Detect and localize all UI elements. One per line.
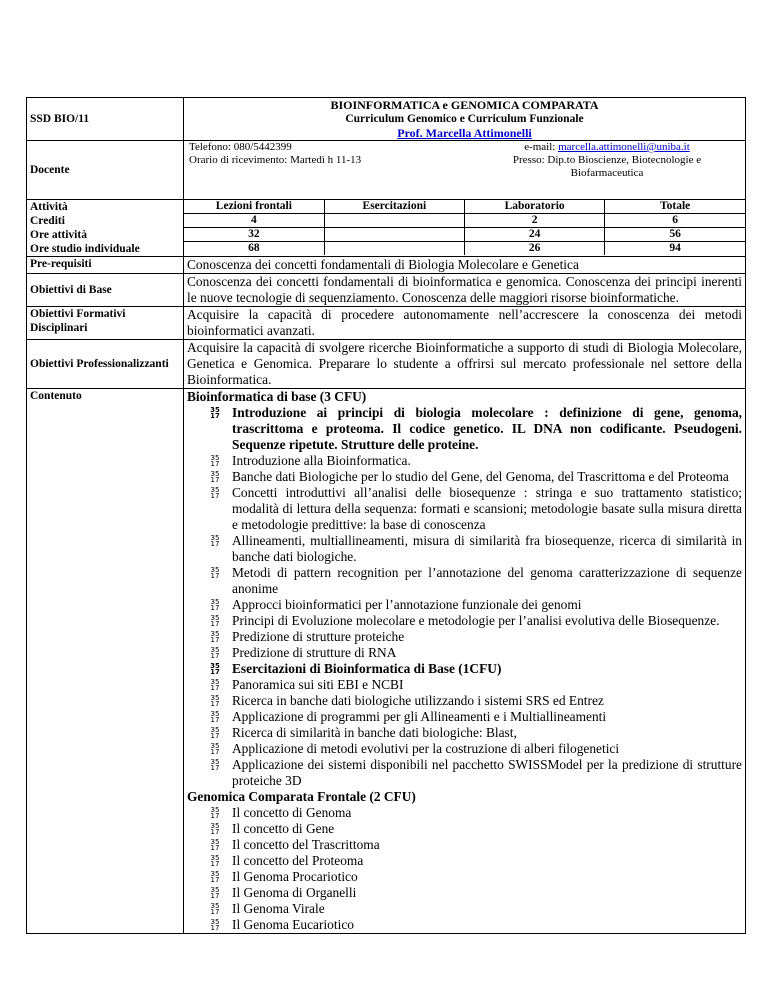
ore-attivita-row: [184, 228, 745, 242]
ore-laboratorio: 24: [465, 228, 605, 242]
list-item: [210, 885, 742, 901]
studio-lezioni: 68: [184, 242, 324, 256]
list-item: [210, 565, 742, 597]
presso-line-2: Biofarmaceutica: [570, 167, 644, 179]
email-link[interactable]: marcella.attimonelli@uniba.it: [558, 141, 690, 153]
bullet-icon: 35 17: [210, 470, 220, 484]
col-lezioni: Lezioni frontali: [184, 200, 324, 214]
list-item-text: Il Genoma Procariotico: [232, 869, 358, 884]
list-item: [210, 757, 742, 789]
bullet-icon: 35 17: [210, 566, 220, 580]
list-item-text: Banche dati Biologiche per lo studio del Gene, del Genoma, del Trascrittoma e del Proteoma: [232, 469, 729, 484]
email-label: e-mail:: [524, 141, 559, 153]
bullet-icon: 35 17: [210, 806, 220, 820]
list-item-text: Ricerca di similarità in banche dati biologiche: Blast,: [232, 725, 517, 740]
list-item-text: Predizione di strutture proteiche: [232, 629, 405, 644]
list-item-text: Metodi di pattern recognition per l’annotazione del genoma caratterizzazione di sequenze anonime: [232, 565, 742, 596]
ore-totale: 56: [605, 228, 745, 242]
ore-esercitazioni: [324, 228, 464, 242]
prereq-text: Conoscenza dei concetti fondamentali di Biologia Molecolare e Genetica: [184, 257, 746, 274]
bullet-icon: 35 17: [210, 486, 220, 500]
bullet-icon: 35 17: [210, 838, 220, 852]
list-item: [210, 469, 742, 485]
header-row: [27, 98, 746, 141]
list-item-text: Panoramica sui siti EBI e NCBI: [232, 677, 404, 692]
list-item-text: Il concetto di Genoma: [232, 805, 352, 820]
obj-base-text: Conoscenza dei concetti fondamentali di bioinformatica e genomica. Conoscenza dei principi inerenti le nuove tecnologie di sequenziamento. Conoscenza delle maggiori risorse bioinformatiche.: [184, 274, 746, 307]
section-genomica-list: [187, 805, 742, 933]
list-item: [210, 453, 742, 469]
professor-name: Prof. Marcella Attimonelli: [397, 126, 532, 140]
list-item: [210, 613, 742, 629]
obj-base-row: [27, 274, 746, 307]
activity-labels: [27, 200, 184, 257]
obj-prof-text: Acquisire la capacità di svolgere ricerche Bioinformatiche a supporto di studi di Biologia Molecolare, Genetica e Genomica. Preparare lo studente a offrirsi sul mercato professionale nel settore della Bioinformatica.: [184, 340, 746, 389]
prereq-label: Pre-requisiti: [27, 257, 184, 274]
list-item-text: Principi di Evoluzione molecolare e metodologie per l’analisi evolutiva delle Biosequenze.: [232, 613, 720, 628]
list-item-text: Il concetto di Gene: [232, 821, 335, 836]
bullet-icon: 35 17: [210, 646, 220, 660]
list-item: [210, 645, 742, 661]
presso-line-1: Presso: Dip.to Bioscienze, Biotecnologie e: [512, 154, 702, 166]
list-item: [210, 597, 742, 613]
bullet-icon: 35 17: [210, 598, 220, 612]
bullet-icon: 35 17: [210, 630, 220, 644]
contact-right: [477, 141, 737, 180]
list-item: [210, 725, 742, 741]
course-title: BIOINFORMATICA e GENOMICA COMPARATA: [330, 98, 599, 112]
bullet-icon: 35 17: [210, 742, 220, 756]
list-item-text: Concetti introduttivi all’analisi delle biosequenze : stringa e suo trattamento statistico; modalità di lettura della sequenza: formati e scansioni; metodologie basate sulla misura diretta e metodologie predittive: la base di conoscenza: [232, 485, 742, 532]
ore-lezioni: 32: [184, 228, 324, 242]
crediti-label: Crediti: [30, 215, 65, 227]
list-item: [210, 805, 742, 821]
list-item-text: Il Genoma Eucariotico: [232, 917, 354, 932]
list-item-text: Applicazione di metodi evolutivi per la costruzione di alberi filogenetici: [232, 741, 620, 756]
course-header: [184, 98, 746, 141]
col-totale: Totale: [605, 200, 745, 214]
bullet-icon: 35 17: [210, 614, 220, 628]
activity-rows: [27, 200, 746, 257]
studio-esercitazioni: [324, 242, 464, 256]
activity-table-cell: [184, 200, 746, 257]
list-item: [210, 485, 742, 533]
docente-row: [27, 141, 746, 200]
bullet-icon: 35 17: [210, 902, 220, 916]
bullet-icon: 35 17: [210, 870, 220, 884]
list-item-text: Il Genoma Virale: [232, 901, 325, 916]
bullet-icon: 35 17: [210, 406, 220, 420]
ore-attivita-label: Ore attività: [30, 229, 87, 241]
obj-form-label: Obiettivi Formativi Disciplinari: [27, 307, 184, 340]
obj-form-text: Acquisire la capacità di procedere autonomamente nell’accrescere la conoscenza dei metodi bioinformatici avanzati.: [184, 307, 746, 340]
contact-block: [187, 141, 742, 199]
list-item: [210, 533, 742, 565]
course-subtitle: Curriculum Genomico e Curriculum Funzionale: [345, 113, 584, 125]
section-bioinformatica-list: [187, 405, 742, 789]
obj-prof-label: Obiettivi Professionalizzanti: [27, 340, 184, 389]
list-item-text: Applicazione dei sistemi disponibili nel pacchetto SWISSModel per la predizione di strutture proteiche 3D: [232, 757, 742, 788]
crediti-totale: 6: [605, 214, 745, 228]
docente-label: Docente: [27, 141, 184, 200]
list-item: [210, 869, 742, 885]
list-item: [210, 677, 742, 693]
list-item: [210, 741, 742, 757]
list-item-text: Ricerca in banche dati biologiche utilizzando i sistemi SRS ed Entrez: [232, 693, 604, 708]
list-item: [210, 853, 742, 869]
syllabus-table: [26, 97, 746, 934]
office-hours-text: Orario di ricevimento: Martedì h 11-13: [189, 154, 362, 166]
prereq-row: [27, 257, 746, 274]
list-item: [210, 837, 742, 853]
bullet-icon: 35 17: [210, 454, 220, 468]
list-item-text: Il concetto del Trascrittoma: [232, 837, 380, 852]
crediti-laboratorio: 2: [465, 214, 605, 228]
list-item-text: Il concetto del Proteoma: [232, 853, 364, 868]
bullet-icon: 35 17: [210, 758, 220, 772]
list-item-text: Il Genoma di Organelli: [232, 885, 357, 900]
crediti-esercitazioni: [324, 214, 464, 228]
crediti-row: [184, 214, 745, 228]
bullet-icon: 35 17: [210, 918, 220, 932]
contenuto-label: Contenuto: [27, 389, 184, 934]
activity-table: [184, 200, 745, 255]
bullet-icon: 35 17: [210, 694, 220, 708]
list-item-text: Predizione di strutture di RNA: [232, 645, 397, 660]
contenuto-cell: [184, 389, 746, 934]
list-item: [210, 917, 742, 933]
phone-text: Telefono: 080/5442399: [189, 141, 292, 153]
list-item-text: Allineamenti, multiallineamenti, misura di similarità fra biosequenze, ricerca di similarità in banche dati biologiche.: [232, 533, 742, 564]
ore-studio-label: Ore studio individuale: [30, 243, 140, 255]
bullet-icon: 35 17: [210, 678, 220, 692]
list-item-text: Introduzione alla Bioinformatica.: [232, 453, 411, 468]
activity-header-row: [184, 200, 745, 214]
bullet-icon: 35 17: [210, 886, 220, 900]
section-genomica-title: Genomica Comparata Frontale (2 CFU): [187, 789, 416, 804]
bullet-icon: 35 17: [210, 662, 220, 676]
obj-prof-row: [27, 340, 746, 389]
list-item: [210, 661, 742, 677]
studio-laboratorio: 26: [465, 242, 605, 256]
list-item-text: Introduzione ai principi di biologia molecolare : definizione di gene, genoma, trascrittoma e proteoma. Il codice genetico. IL DNA non codificante. Pseudogeni. Sequenze ripetute. Strutture delle proteine.: [232, 405, 742, 452]
crediti-lezioni: 4: [184, 214, 324, 228]
obj-base-label: Obiettivi di Base: [27, 274, 184, 307]
ore-studio-row: [184, 242, 745, 256]
col-laboratorio: Laboratorio: [465, 200, 605, 214]
section-bioinformatica-title: Bioinformatica di base (3 CFU): [187, 389, 367, 404]
list-item-text: Applicazione di programmi per gli Allineamenti e i Multiallineamenti: [232, 709, 607, 724]
contenuto-row: [27, 389, 746, 934]
bullet-icon: 35 17: [210, 726, 220, 740]
studio-totale: 94: [605, 242, 745, 256]
list-item: [210, 821, 742, 837]
list-item-text: Approcci bioinformatici per l’annotazione funzionale dei genomi: [232, 597, 582, 612]
bullet-icon: 35 17: [210, 822, 220, 836]
list-item: [210, 405, 742, 453]
obj-form-row: [27, 307, 746, 340]
syllabus-sheet: [26, 97, 746, 934]
bullet-icon: 35 17: [210, 854, 220, 868]
email-line: [477, 141, 737, 154]
list-item: [210, 629, 742, 645]
bullet-icon: 35 17: [210, 710, 220, 724]
list-item-text: Esercitazioni di Bioinformatica di Base (1CFU): [232, 661, 502, 676]
contact-cell: [184, 141, 746, 200]
attivita-label: Attività: [30, 201, 68, 213]
list-item: [210, 901, 742, 917]
col-esercitazioni: Esercitazioni: [324, 200, 464, 214]
list-item: [210, 693, 742, 709]
list-item: [210, 709, 742, 725]
contact-left: [189, 141, 449, 167]
bullet-icon: 35 17: [210, 534, 220, 548]
ssd-label: SSD BIO/11: [27, 98, 184, 141]
